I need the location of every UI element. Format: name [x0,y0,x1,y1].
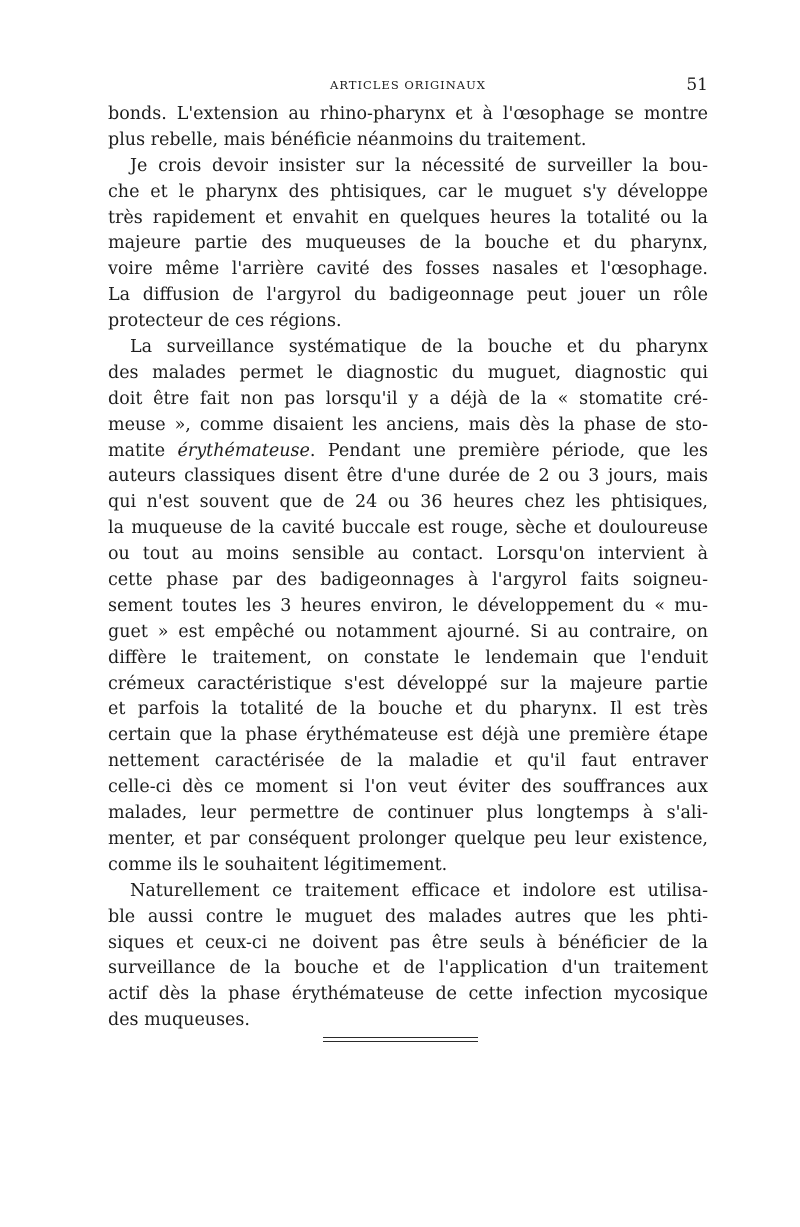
running-head [108,74,708,96]
text-line: cette phase par des badigeonnages à l'argyrol faits soigneu- [108,570,708,591]
italic-term: érythémateuse [177,440,310,461]
text-line: Naturellement ce traitement efficace et indolore est utilisa- [130,880,708,901]
text-line: Je crois devoir insister sur la nécessité de surveiller la bou- [130,155,708,176]
text-line: des malades permet le diagnostic du muguet, diagnostic qui [108,362,708,383]
text-line: ou tout au moins sensible au contact. Lorsqu'on intervient à [108,544,708,565]
text-line: auteurs classiques disent être d'une durée de 2 ou 3 jours, mais [108,466,708,487]
text-line: meuse », comme disaient les anciens, mais dès la phase de sto- [108,414,708,435]
text-line: siques et ceux-ci ne doivent pas être seuls à bénéficier de la [108,932,708,953]
running-title: ARTICLES ORIGINAUX [330,78,486,92]
line-text-before: matite [108,440,178,461]
text-line: voire même l'arrière cavité des fosses nasales et l'œsophage. [108,259,708,280]
text-line: surveillance de la bouche et de l'application d'un traitement [108,958,708,979]
end-rule-top [323,1037,478,1038]
text-line: malades, leur permettre de continuer plus longtemps à s'ali- [108,803,708,824]
text-line: La surveillance systématique de la bouche et du pharynx [130,337,708,358]
text-line: très rapidement et envahit en quelques heures la totalité ou la [108,207,708,228]
text-line: celle-ci dès ce moment si l'on veut éviter des souffrances aux [108,777,708,798]
text-line: des muqueuses. [108,1010,250,1031]
text-line: actif dès la phase érythémateuse de cette infection mycosique [108,984,708,1005]
text-line: certain que la phase érythémateuse est déjà une première étape [108,725,708,746]
text-line: la muqueuse de la cavité buccale est rouge, sèche et douloureuse [108,518,708,539]
text-line: doit être fait non pas lorsqu'il y a déjà de la « stomatite cré- [108,388,708,409]
text-line: ble aussi contre le muguet des malades autres que les phti- [108,906,708,927]
text-line: bonds. L'extension au rhino-pharynx et à l'œsophage se montre [108,104,708,124]
article-body [108,102,708,1034]
text-line: crémeux caractéristique s'est développé sur la majeure partie [108,673,708,694]
text-line: La diffusion de l'argyrol du badigeonnage peut jouer un rôle [108,285,708,306]
text-line: plus rebelle, mais bénéficie néanmoins du traitement. [108,129,587,150]
text-line: menter, et par conséquent prolonger quelque peu leur existence, [108,828,708,849]
text-line: diffère le traitement, on constate le lendemain que l'enduit [108,647,708,668]
text-line: comme ils le souhaitent légitimement. [108,854,448,875]
text-line: che et le pharynx des phtisiques, car le muguet s'y développe [108,181,708,202]
text-line: guet » est empêché ou notamment ajourné. Si au contraire, on [108,621,708,642]
text-line: sement toutes les 3 heures environ, le développement du « mu- [108,595,708,616]
text-line: nettement caractérisée de la maladie et qu'il faut entraver [108,751,708,772]
text-line: majeure partie des muqueuses de la bouche et du pharynx, [108,233,708,254]
page-number: 51 [686,75,708,95]
text-line-with-italic [108,439,708,465]
text-line: protecteur de ces régions. [108,311,342,332]
line-text-after: . Pendant une première période, que les [309,440,708,461]
end-rule-bottom [323,1041,478,1042]
text-line: qui n'est souvent que de 24 ou 36 heures chez les phtisiques, [108,492,708,513]
text-line: et parfois la totalité de la bouche et du pharynx. Il est très [108,699,708,720]
